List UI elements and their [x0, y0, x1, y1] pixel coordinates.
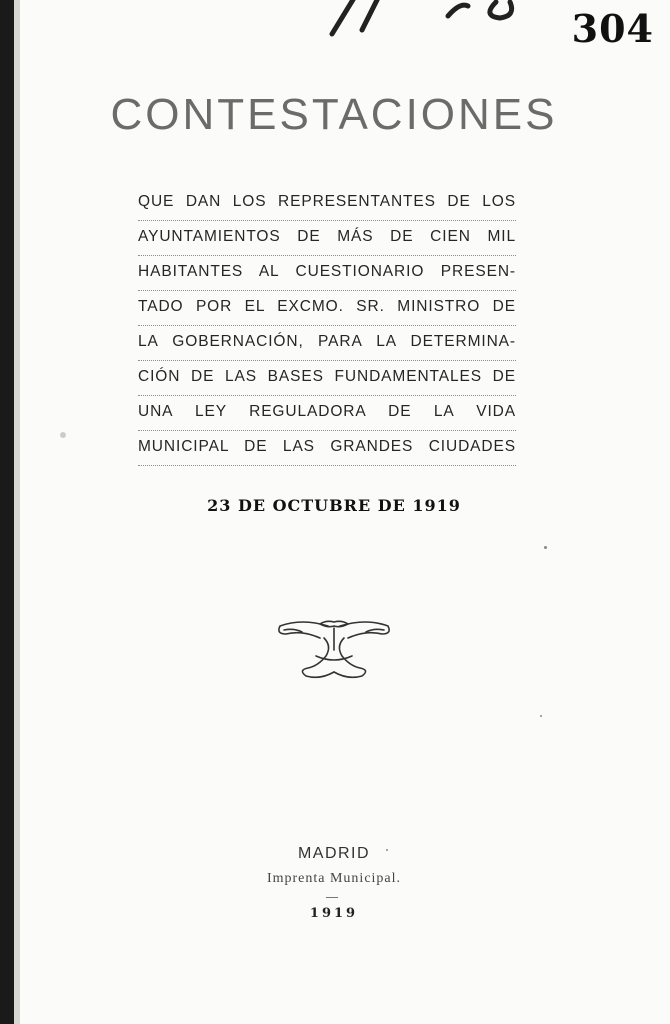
- handwritten-annotation: [310, 0, 560, 44]
- document-date: 23 DE OCTUBRE DE 1919: [207, 496, 461, 515]
- paper-speck: [544, 546, 547, 549]
- subtitle-line: TADO POR EL EXCMO. SR. MINISTRO DE: [138, 291, 516, 326]
- document-title: CONTESTACIONES: [110, 90, 558, 139]
- subtitle-line: HABITANTES AL CUESTIONARIO PRESEN-: [138, 256, 516, 291]
- subtitle-line: LA GOBERNACIÓN, PARA LA DETERMINA-: [138, 326, 516, 361]
- subtitle-block: [138, 186, 516, 466]
- subtitle-line: QUE DAN LOS REPRESENTANTES DE LOS: [138, 186, 516, 221]
- subtitle-line: MUNICIPAL DE LAS GRANDES CIUDADES: [138, 431, 516, 466]
- shelf-number: 304: [571, 6, 654, 51]
- printer-ornament-icon: [272, 616, 396, 682]
- subtitle-line: UNA LEY REGULADORA DE LA VIDA: [138, 396, 516, 431]
- imprint-city: MADRID: [297, 845, 371, 862]
- paper-speck: [60, 432, 66, 438]
- subtitle-line: CIÓN DE LAS BASES FUNDAMENTALES DE: [138, 361, 516, 396]
- separator-dash: [326, 897, 338, 898]
- subtitle-line: AYUNTAMIENTOS DE MÁS DE CIEN MIL: [138, 221, 516, 256]
- paper-speck: [386, 849, 388, 851]
- imprint-year: 1919: [309, 906, 359, 921]
- paper-speck: [540, 715, 542, 717]
- imprint-printer: Imprenta Municipal.: [266, 871, 402, 886]
